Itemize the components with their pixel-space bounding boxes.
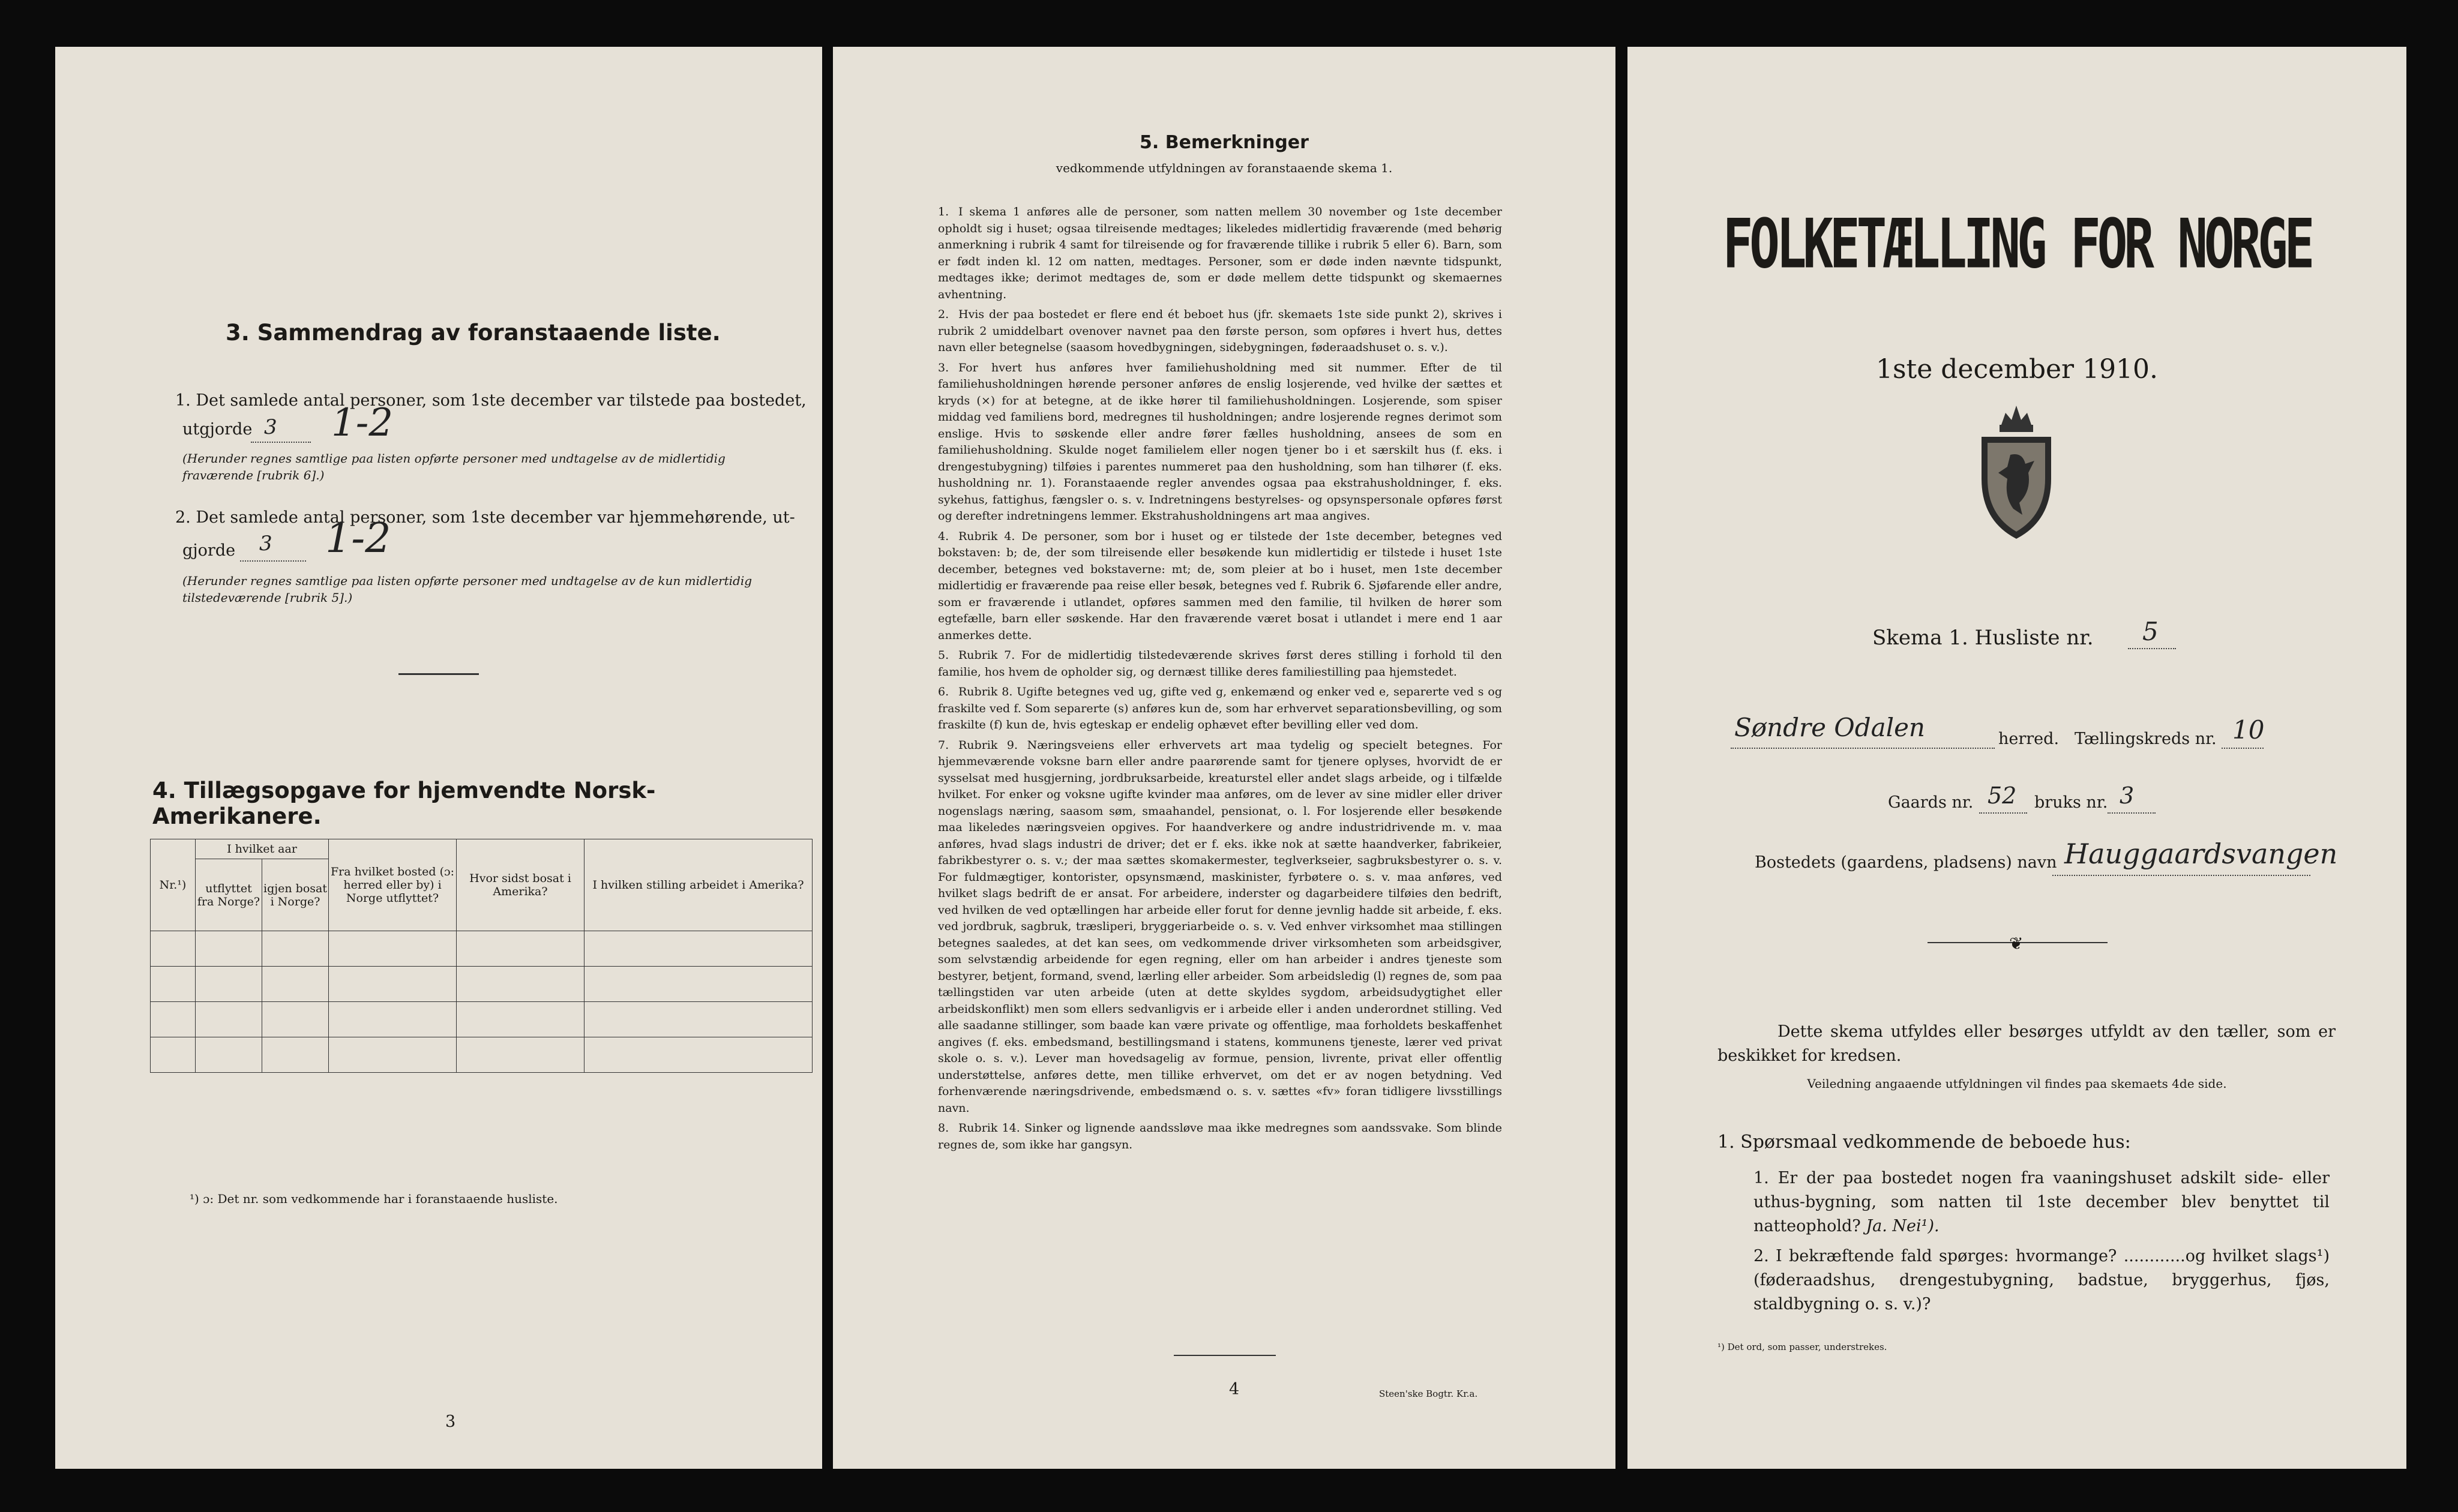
question-2: 2. I bekræftende fald spørges: hvormange? ............og hvilket slags¹) (føderaadshus, drengestubygning, badstue, bryggerhus, fjøs, staldbygning o. s. v.)? — [1753, 1247, 2330, 1313]
item2-hand: 1-2 — [325, 515, 391, 562]
ornament-icon: ❦ — [2009, 934, 2024, 953]
gaards-dots — [1979, 812, 2027, 814]
remarks-list — [938, 204, 1502, 1157]
bosted-value: Hauggaardsvangen — [2064, 838, 2338, 870]
th-igjen: igjen bosat i Norge? — [262, 859, 329, 931]
section4-title: 4. Tillægsopgave for hjemvendte Norsk-Amerikanere. — [152, 778, 656, 829]
remark-item: 1. I skema 1 anføres alle de personer, som natten mellem 30 november og 1ste december opholdt sig i huset; ogsaa tilreisende medtages; likeledes midlertidig fraværende (med behørig anmerkning i rubrik 4 samt for tilreisende og for fraværende tillike i rubrik 5 eller 6). Barn, som er født inden kl. 12 om natten, medtages. Personer, som er døde inden nævnte tidspunkt, medtages ikke; derimot medtages de, som er døde mellem dette tidspunkt og skemaernes avhentning. — [938, 205, 1502, 301]
herred-value: Søndre Odalen — [1734, 713, 1925, 742]
form-title: FOLKETÆLLING FOR NORGE — [1722, 204, 2312, 284]
divider — [398, 673, 479, 675]
kreds-value: 10 — [2232, 715, 2265, 745]
th-stilling: I hvilken stilling arbeidet i Amerika? — [584, 839, 813, 931]
husliste-nr-value: 5 — [2142, 617, 2159, 646]
remark-item: 6. Rubrik 8. Ugifte betegnes ved ug, gifte ved g, enkemænd og enker ved e, separerte ved s og fraskilte ved f. Som separerte (s) anføres kun de, som har erhvervet separationsbevilling, og som fraskilte (f) kun de, hvis egteskap er endelig ophævet efter bevilling eller ved dom. — [938, 685, 1502, 731]
item1-prefix: utgjorde — [182, 420, 253, 439]
skema-label: Skema 1. Husliste nr. — [1872, 626, 2094, 650]
table-row — [151, 1037, 813, 1073]
bosted-dots — [2052, 875, 2310, 876]
table-row — [151, 967, 813, 1002]
item2-text: 2. Det samlede antal personer, som 1ste december var hjemmehørende, ut- — [175, 508, 795, 527]
item1-value: 3 — [264, 415, 277, 439]
item2-value: 3 — [259, 532, 272, 556]
item2-dots — [240, 560, 306, 562]
remark-item: 3. For hvert hus anføres hver familiehusholdning med sit nummer. Efter de til familiehusholdningen hørende personer anføres de enslig losjerende, ved hvilke der sættes et kryds (×) for at betegne, at de ikke hører til familiehusholdningen. Losjerende, som spiser middag ved familiens bord, medregnes til husholdningen; andre losjerende regnes derimot som enslige. Hvis to søskende eller andre fører fælles husholdning, ansees de som en familiehusholdning. Skulde noget familielem eller nogen tjener bo i et særskilt hus (f. eks. i drengestubygning) tilføies i parentes nummeret paa den husholdning, som han tilhører (f. eks. husholdning nr. 1). Foranstaaende regler anvendes ogsaa paa ekstrahusholdninger, f. eks. sykehus, fattighus, fængsler o. s. v. Indretningens bestyrelses- og opsynspersonale opføres først og derefter indretningens lemmer. Ekstrahusholdningens art maa angives. — [938, 361, 1502, 523]
item1-hand: 1-2 — [331, 401, 394, 445]
bruks-value: 3 — [2120, 782, 2135, 809]
section3-title: 3. Sammendrag av foranstaaende liste. — [226, 320, 721, 346]
norway-coat-of-arms-icon — [1968, 389, 2064, 545]
left-page-number: 3 — [445, 1412, 456, 1431]
norsk-amerikanere-table — [150, 839, 813, 1073]
table-row — [151, 1002, 813, 1037]
kreds-label: Tællingskreds nr. — [2075, 730, 2217, 748]
gaards-label: Gaards nr. — [1888, 793, 1974, 812]
right-footnote: ¹) Det ord, som passer, understrekes. — [1717, 1342, 1887, 1352]
right-page — [1627, 47, 2406, 1469]
printer-mark: Steen'ske Bogtr. Kr.a. — [1379, 1388, 1478, 1399]
question-1: 1. Er der paa bostedet nogen fra vaaningshuset adskilt side- eller uthus-bygning, som natten til 1ste december blev benyttet til natteophold? Ja. Nei¹). — [1753, 1169, 2330, 1235]
remark-item: 4. Rubrik 4. De personer, som bor i huset og er tilstede der 1ste december, betegnes ved bokstaven: b; de, der som tilreisende eller besøkende kun midlertidig er tilstede i huset 1ste december, betegnes ved bokstaverne: mt; de, som pleier at bo i huset, men 1ste december midlertidig er fraværende paa reise eller besøk, betegnes ved f. Rubrik 6. Sjøfarende eller andre, som er fraværende i utlandet, opføres sammen med den familie, til hvilken de hører som egtefælle, barn eller søskende. Har den fraværende været bosat i utlandet i mere end 1 aar anmerkes dette. — [938, 529, 1502, 642]
th-utflyttet: utflyttet fra Norge? — [196, 859, 262, 931]
divider — [1174, 1355, 1276, 1356]
left-footnote: ¹) ɔ: Det nr. som vedkommende har i foranstaaende husliste. — [190, 1192, 558, 1206]
th-bosted: Fra hvilket bosted (ɔ: herred eller by) i Norge utflyttet? — [329, 839, 457, 931]
instruction2: Veiledning angaaende utfyldningen vil findes paa skemaets 4de side. — [1807, 1076, 2227, 1091]
bruks-label: bruks nr. — [2034, 793, 2108, 812]
item1-dots — [251, 442, 311, 443]
herred-label: herred. — [1998, 730, 2060, 748]
table-row — [151, 931, 813, 967]
th-sidst: Hvor sidst bosat i Amerika? — [457, 839, 584, 931]
item2-note: (Herunder regnes samtlige paa listen opførte personer med undtagelse av de kun midlertidig tilstedeværende [rubrik 5].) — [182, 574, 753, 605]
item1-note: (Herunder regnes samtlige paa listen opførte personer med undtagelse av de midlertidig fraværende [rubrik 6].) — [182, 451, 726, 482]
form-date: 1ste december 1910. — [1875, 354, 2159, 385]
remark-item: 8. Rubrik 14. Sinker og lignende aandssløve maa ikke medregnes som aandssvake. Som blinde regnes de, som ikke har gangsyn. — [938, 1121, 1502, 1151]
th-hvilket-aar: I hvilket aar — [196, 839, 329, 859]
herred-dots — [1731, 748, 1995, 749]
instruction1: Dette skema utfyldes eller besørges utfyldt av den tæller, som er beskikket for kredsen. — [1717, 1022, 2336, 1065]
item1-text: 1. Det samlede antal personer, som 1ste december var tilstede paa bostedet, — [175, 391, 807, 410]
remarks-title: 5. Bemerkninger — [1140, 132, 1309, 153]
remark-item: 7. Rubrik 9. Næringsveiens eller erhvervets art maa tydelig og specielt betegnes. For hjemmeværende voksne barn eller andre paarørende samt for tjenere oplyses, hvorvidt de er sysselsat med husgjerning, jordbruksarbeide, kreaturstel eller andet slags arbeide, og i tilfælde hvilket. For enker og voksne ugifte kvinder maa anføres, om de lever av sine midler eller driver nogenslags næring, saasom søm, smaahandel, pensionat, o. l. For losjerende eller besøkende maa likeledes næringsveien opgives. For haandverkere og andre industridrivende m. v. maa anføres, hvad slags industri de driver; det er f. eks. ikke nok at sætte haandverker, fabrikeier, fabrikbestyrer o. s. v.; der maa sættes skomakermester, teglverkseier, sagbruksbestyrer o. s. v. For fuldmægtiger, kontorister, opsynsmænd, maskinister, fyrbøtere o. s. v. maa anføres, ved hvilket slags bedrift de er ansat. For arbeidere, inderster og dagarbeidere tilføies den bedrift, ved hvilken de ved optællingen har arbeide eller forut for denne jevnlig hadde sit arbeide, f. eks. ved jordbruk, sagbruk, træsliperi, bryggeriarbeide o. s. v. Ved enhver virksomhet maa stillingen betegnes saaledes, at det kan sees, om vedkommende driver virksomheten som arbeidsgiver, som selvstændig arbeidende for egen regning, eller om han arbeider i andres tjeneste som bestyrer, betjent, formand, svend, lærling eller arbeider. Som arbeidsledig (l) regnes de, som paa tællingstiden var uten arbeide (uten at dette skyldes sygdom, arbeidsudygtighet eller arbeidskonflikt) men som ellers sedvanligvis er i arbeide eller i anden underordnet stilling. Ved alle saadanne stillinger, som baade kan være private og offentlige, maa forholdets beskaffenhet angives (f. eks. embedsmand, bestillingsmand i statens, kommunens tjeneste, lærer ved privat skole o. s. v.). Lever man hovedsagelig av formue, pension, livrente, privat eller offentlig understøttelse, anføres dette, men tillike erhvervet, om det er av nogen betydning. Ved forhenværende næringsdrivende, embedsmænd o. s. v. sættes «fv» foran tidligere livsstillings navn. — [938, 738, 1502, 1115]
remark-item: 5. Rubrik 7. For de midlertidig tilstedeværende skrives først deres stilling i forhold til den familie, hos hvem de opholder sig, og dernæst tillike deres familiestilling paa hjemstedet. — [938, 649, 1502, 679]
middle-page — [833, 47, 1615, 1469]
remarks-subtitle: vedkommende utfyldningen av foranstaaende skema 1. — [1056, 161, 1393, 175]
question-heading: 1. Spørsmaal vedkommende de beboede hus: — [1717, 1132, 2131, 1153]
bosted-label: Bostedets (gaardens, pladsens) navn — [1755, 853, 2057, 872]
th-nr: Nr.¹) — [151, 839, 196, 931]
husliste-nr-dots — [2128, 648, 2176, 649]
item2-prefix: gjorde — [182, 541, 236, 560]
left-page — [55, 47, 822, 1469]
gaards-value: 52 — [1988, 782, 2017, 809]
remark-item: 2. Hvis der paa bostedet er flere end ét beboet hus (jfr. skemaets 1ste side punkt 2), skrives i rubrik 2 umiddelbart ovenover navnet paa den første person, som opføres i hvert hus, dettes navn eller betegnelse (saasom hovedbygningen, sidebygningen, føderaadshuset o. s. v.). — [938, 308, 1502, 354]
bruks-dots — [2108, 812, 2156, 814]
middle-page-number: 4 — [1229, 1380, 1240, 1399]
kreds-dots — [2222, 748, 2264, 749]
